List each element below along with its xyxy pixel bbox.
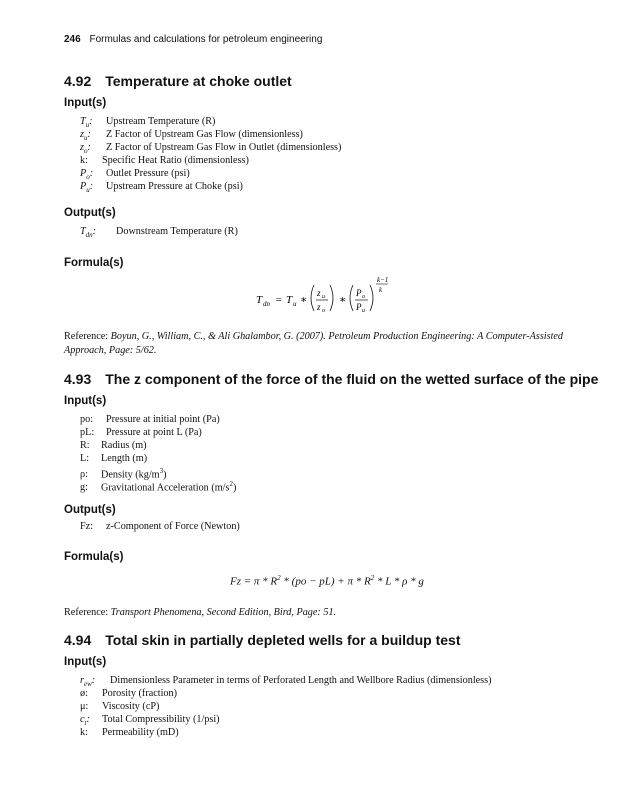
outputs-heading: Output(s): [64, 504, 116, 516]
inputs-list: [80, 413, 237, 494]
svg-text:k: k: [377, 276, 381, 284]
list-item: po: Pressure at initial point (Pa): [80, 414, 220, 425]
inputs-heading: Input(s): [64, 395, 107, 407]
svg-text:∗: ∗: [339, 294, 347, 306]
list-item: ø: Porosity (fraction): [80, 688, 177, 699]
section-title-4-94: 4.94 Total skin in partially depleted wells for a buildup test: [64, 632, 461, 648]
list-item: Fz: z-Component of Force (Newton): [80, 521, 240, 532]
list-item: $P_o$: Outlet Pressure (psi): [80, 168, 190, 182]
svg-text:dn: dn: [263, 300, 270, 308]
list-item: $z_o$: Z Factor of Upstream Gas Flow in Outlet (dimensionless): [80, 142, 342, 156]
section-title-4-93: 4.93 The z component of the force of the fluid on the wetted surface of the pipe: [64, 371, 599, 387]
svg-text:z: z: [317, 288, 321, 298]
running-title: Formulas and calculations for petroleum engineering: [89, 34, 323, 45]
list-item: $T_u$: Upstream Temperature (R): [80, 116, 216, 130]
list-item: pL: Pressure at point L (Pa): [80, 427, 202, 438]
list-item: $T_{dn}$: Downstream Temperature (R): [80, 226, 238, 240]
section-title-4-92: 4.92 Temperature at choke outlet: [64, 73, 292, 89]
svg-text:o: o: [322, 308, 325, 314]
list-item: L: Length (m): [80, 453, 148, 464]
svg-text:z: z: [317, 302, 321, 312]
list-item: $c_t$: Total Compressibility (1/psi): [80, 714, 220, 728]
list-item: k: Specific Heat Ratio (dimensionless): [80, 155, 249, 166]
page-header: [64, 34, 322, 45]
reference: Reference: Transport Phenomena, Second Edition, Bird, Page: 51.: [64, 607, 337, 618]
svg-text:P: P: [356, 288, 362, 298]
svg-text:T: T: [256, 294, 263, 306]
list-item: k: Permeability (mD): [80, 727, 179, 738]
svg-text:T: T: [286, 294, 293, 306]
page-number: 246: [64, 34, 81, 45]
formula-force-z: $Fz = \pi * R^2 * (po - pL) + \pi * R^2 * L * \rho * g$: [230, 574, 424, 588]
list-item: g: Gravitational Acceleration $(m/s^2)$: [80, 480, 237, 494]
svg-text:P: P: [356, 302, 362, 312]
inputs-list: [80, 674, 492, 739]
svg-text:u: u: [322, 294, 325, 300]
list-item: R: Radius (m): [80, 440, 147, 451]
formula-choke-temperature: [250, 272, 390, 320]
svg-text:k: k: [379, 286, 383, 294]
inputs-list: [80, 115, 341, 193]
svg-text:u: u: [293, 300, 297, 308]
list-item: $z_u$: Z Factor of Upstream Gas Flow (dimensionless): [80, 129, 303, 143]
outputs-list: [80, 225, 238, 238]
svg-text:o: o: [362, 294, 365, 300]
svg-text:u: u: [362, 308, 365, 314]
svg-text:−1: −1: [380, 276, 389, 284]
outputs-heading: Output(s): [64, 207, 116, 219]
inputs-heading: Input(s): [64, 656, 107, 668]
svg-text:=: =: [275, 294, 283, 306]
reference: Reference: Boyun, G., William, C., & Ali Ghalambor, G. (2007). Petroleum Production Engineering: A Computer-Assisted Approach, Page: 5/62.: [64, 331, 564, 356]
list-item: μ: Viscosity (cP): [80, 701, 160, 712]
svg-text:∗: ∗: [300, 294, 308, 306]
formula-heading: Formula(s): [64, 551, 124, 563]
outputs-list: [80, 520, 240, 533]
list-item: $P_u$: Upstream Pressure at Choke (psi): [80, 181, 243, 195]
list-item: $r_{ew}$: Dimensionless Parameter in terms of Perforated Length and Wellbore Radius (dimensionless): [80, 675, 492, 689]
inputs-heading: Input(s): [64, 97, 107, 109]
list-item: ρ: Density $(kg/m^3)$: [80, 467, 167, 481]
formula-heading: Formula(s): [64, 257, 124, 269]
